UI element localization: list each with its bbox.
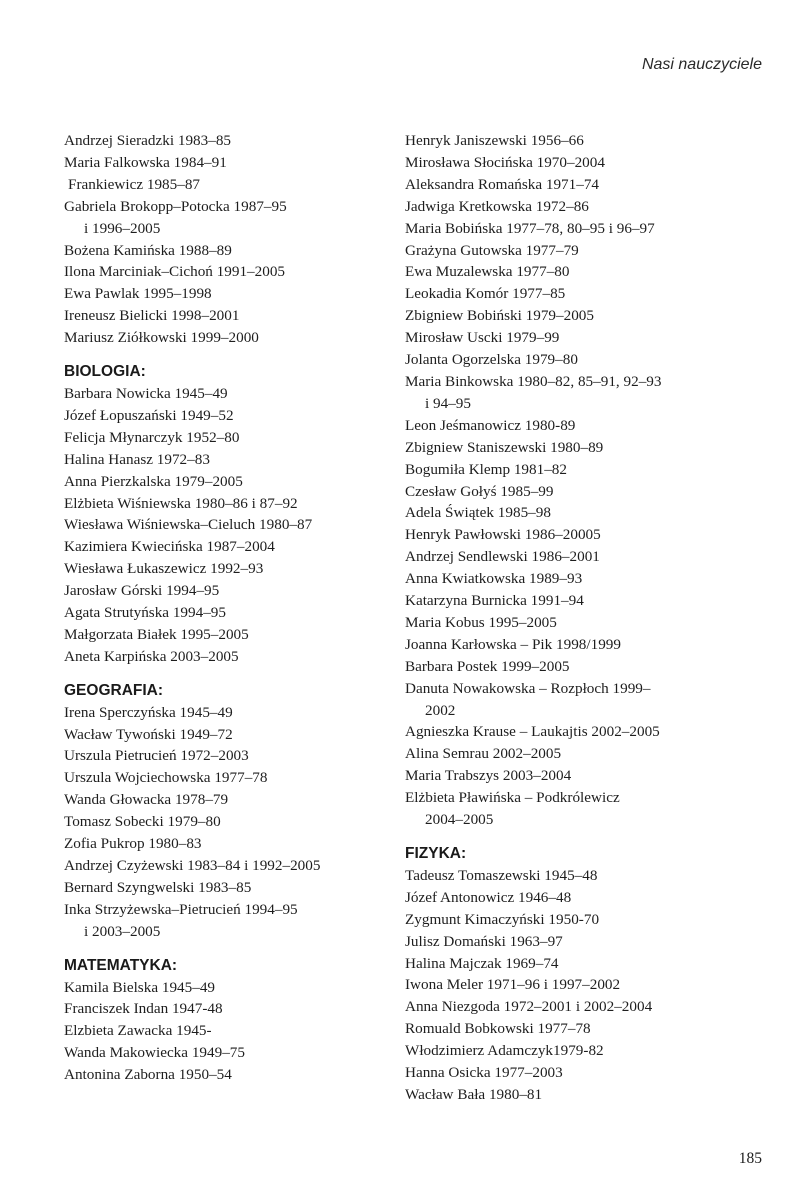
list-item: Elżbieta Pławińska – Podkrólewicz [405, 789, 620, 807]
list-item-continuation: 2004–2005 [425, 811, 494, 829]
list-item: Aleksandra Romańska 1971–74 [405, 175, 600, 193]
page-number: 185 [738, 1150, 762, 1167]
list-item: Felicja Młynarczyk 1952–80 [64, 428, 240, 446]
list-item: Franciszek Indan 1947-48 [64, 1000, 223, 1018]
list-item: Wiesława Wiśniewska–Cieluch 1980–87 [64, 516, 313, 534]
list-item: Adela Świątek 1985–98 [405, 504, 551, 522]
list-item: Jolanta Ogorzelska 1979–80 [405, 351, 578, 369]
list-item: Zbigniew Staniszewski 1980–89 [405, 438, 604, 456]
list-item: Tomasz Sobecki 1979–80 [64, 813, 221, 831]
list-item: Maria Kobus 1995–2005 [405, 613, 557, 631]
list-item: Małgorzata Białek 1995–2005 [64, 625, 249, 643]
list-item: Zbigniew Bobiński 1979–2005 [405, 307, 594, 325]
list-item: Elżbieta Wiśniewska 1980–86 i 87–92 [64, 494, 298, 512]
list-item: Henryk Pawłowski 1986–20005 [405, 526, 601, 544]
list-item: Ireneusz Bielicki 1998–2001 [64, 307, 240, 325]
list-item: Antonina Zaborna 1950–54 [64, 1066, 232, 1084]
list-item: Barbara Nowicka 1945–49 [64, 384, 228, 402]
list-item: Elzbieta Zawacka 1945- [64, 1022, 212, 1040]
list-item: Gabriela Brokopp–Potocka 1987–95 [64, 197, 287, 215]
list-item: Czesław Gołyś 1985–99 [405, 482, 554, 500]
list-item: Agata Strutyńska 1994–95 [64, 604, 226, 622]
list-item: Leon Jeśmanowicz 1980-89 [405, 416, 576, 434]
list-item: Wanda Głowacka 1978–79 [64, 791, 229, 809]
list-item: Maria Binkowska 1980–82, 85–91, 92–93 [405, 372, 662, 390]
list-item: Bożena Kamińska 1988–89 [64, 241, 232, 259]
list-item-continuation: 2002 [425, 701, 456, 719]
list-item: Maria Trabszys 2003–2004 [405, 767, 572, 785]
list-item: Mirosława Słocińska 1970–2004 [405, 153, 605, 171]
list-item: Urszula Pietrucień 1972–2003 [64, 747, 249, 765]
list-item: Halina Hanasz 1972–83 [64, 450, 210, 468]
list-item: Wiesława Łukaszewicz 1992–93 [64, 560, 264, 578]
list-item: Iwona Meler 1971–96 i 1997–2002 [405, 976, 621, 994]
list-item-continuation: i 94–95 [425, 394, 471, 412]
running-title: Nasi nauczyciele [641, 56, 762, 73]
list-item: Zygmunt Kimaczyński 1950-70 [405, 910, 600, 928]
list-item: Józef Antonowicz 1946–48 [405, 888, 572, 906]
list-item: Anna Pierzkalska 1979–2005 [64, 472, 243, 490]
list-item: Leokadia Komór 1977–85 [405, 285, 566, 303]
list-item: Jadwiga Kretkowska 1972–86 [405, 197, 589, 215]
section-heading-fizyka: FIZYKA: [405, 845, 467, 862]
list-item: Hanna Osicka 1977–2003 [405, 1064, 563, 1082]
section-heading-matematyka: MATEMATYKA: [64, 956, 178, 974]
list-item: Urszula Wojciechowska 1977–78 [64, 769, 268, 787]
list-item: Agnieszka Krause – Laukajtis 2002–2005 [405, 723, 660, 741]
list-item: Bogumiła Klemp 1981–82 [405, 460, 567, 478]
list-item: Alina Semrau 2002–2005 [405, 745, 562, 763]
list-item: Józef Łopuszański 1949–52 [64, 406, 234, 424]
list-item: Andrzej Sieradzki 1983–85 [64, 132, 232, 149]
list-item: Ilona Marciniak–Cichoń 1991–2005 [64, 263, 286, 281]
list-item: Andrzej Czyżewski 1983–84 i 1992–2005 [64, 857, 321, 874]
section-heading-biologia: BIOLOGIA: [64, 363, 146, 381]
list-item: Inka Strzyżewska–Pietrucień 1994–95 [64, 900, 298, 918]
list-item: Wacław Tywoński 1949–72 [64, 725, 233, 743]
right-column [405, 130, 765, 1106]
list-item: Zofia Pukrop 1980–83 [64, 835, 202, 853]
list-item: Wanda Makowiecka 1949–75 [64, 1044, 245, 1062]
list-item: Danuta Nowakowska – Rozpłoch 1999– [405, 679, 651, 697]
list-item: Ewa Muzalewska 1977–80 [405, 263, 570, 281]
list-item: Bernard Szyngwelski 1983–85 [64, 878, 252, 896]
list-item: Kazimiera Kwiecińska 1987–2004 [64, 538, 275, 556]
list-item: Anna Niezgoda 1972–2001 i 2002–2004 [405, 998, 653, 1016]
list-item: Kamila Bielska 1945–49 [64, 978, 216, 996]
list-item: Frankiewicz 1985–87 [68, 175, 201, 193]
section-heading-geografia: GEOGRAFIA: [64, 681, 164, 699]
left-column [64, 130, 404, 1086]
list-item: Katarzyna Burnicka 1991–94 [405, 592, 584, 610]
list-item: Ewa Pawlak 1995–1998 [64, 285, 212, 303]
list-item: Tadeusz Tomaszewski 1945–48 [405, 866, 598, 884]
list-item: Andrzej Sendlewski 1986–2001 [405, 548, 600, 566]
list-item: Joanna Karłowska – Pik 1998/1999 [405, 635, 621, 653]
list-item: Włodzimierz Adamczyk1979-82 [405, 1042, 604, 1060]
list-item-continuation: i 1996–2005 [84, 219, 161, 237]
list-item: Mariusz Ziółkowski 1999–2000 [64, 329, 259, 347]
list-item: Julisz Domański 1963–97 [405, 932, 563, 950]
list-item: Mirosław Uscki 1979–99 [405, 329, 560, 347]
list-item: Henryk Janiszewski 1956–66 [405, 132, 584, 149]
list-item: Jarosław Górski 1994–95 [64, 582, 220, 600]
list-item: Grażyna Gutowska 1977–79 [405, 241, 579, 259]
list-item: Barbara Postek 1999–2005 [405, 657, 570, 675]
list-item: Anna Kwiatkowska 1989–93 [405, 570, 583, 588]
list-item: Maria Bobińska 1977–78, 80–95 i 96–97 [405, 219, 655, 237]
list-item: Maria Falkowska 1984–91 [64, 153, 227, 171]
list-item-continuation: i 2003–2005 [84, 922, 161, 940]
list-item: Wacław Bała 1980–81 [405, 1085, 543, 1103]
list-item: Aneta Karpińska 2003–2005 [64, 647, 239, 665]
list-item: Irena Sperczyńska 1945–49 [64, 703, 233, 721]
list-item: Halina Majczak 1969–74 [405, 954, 559, 972]
list-item: Romuald Bobkowski 1977–78 [405, 1020, 591, 1038]
